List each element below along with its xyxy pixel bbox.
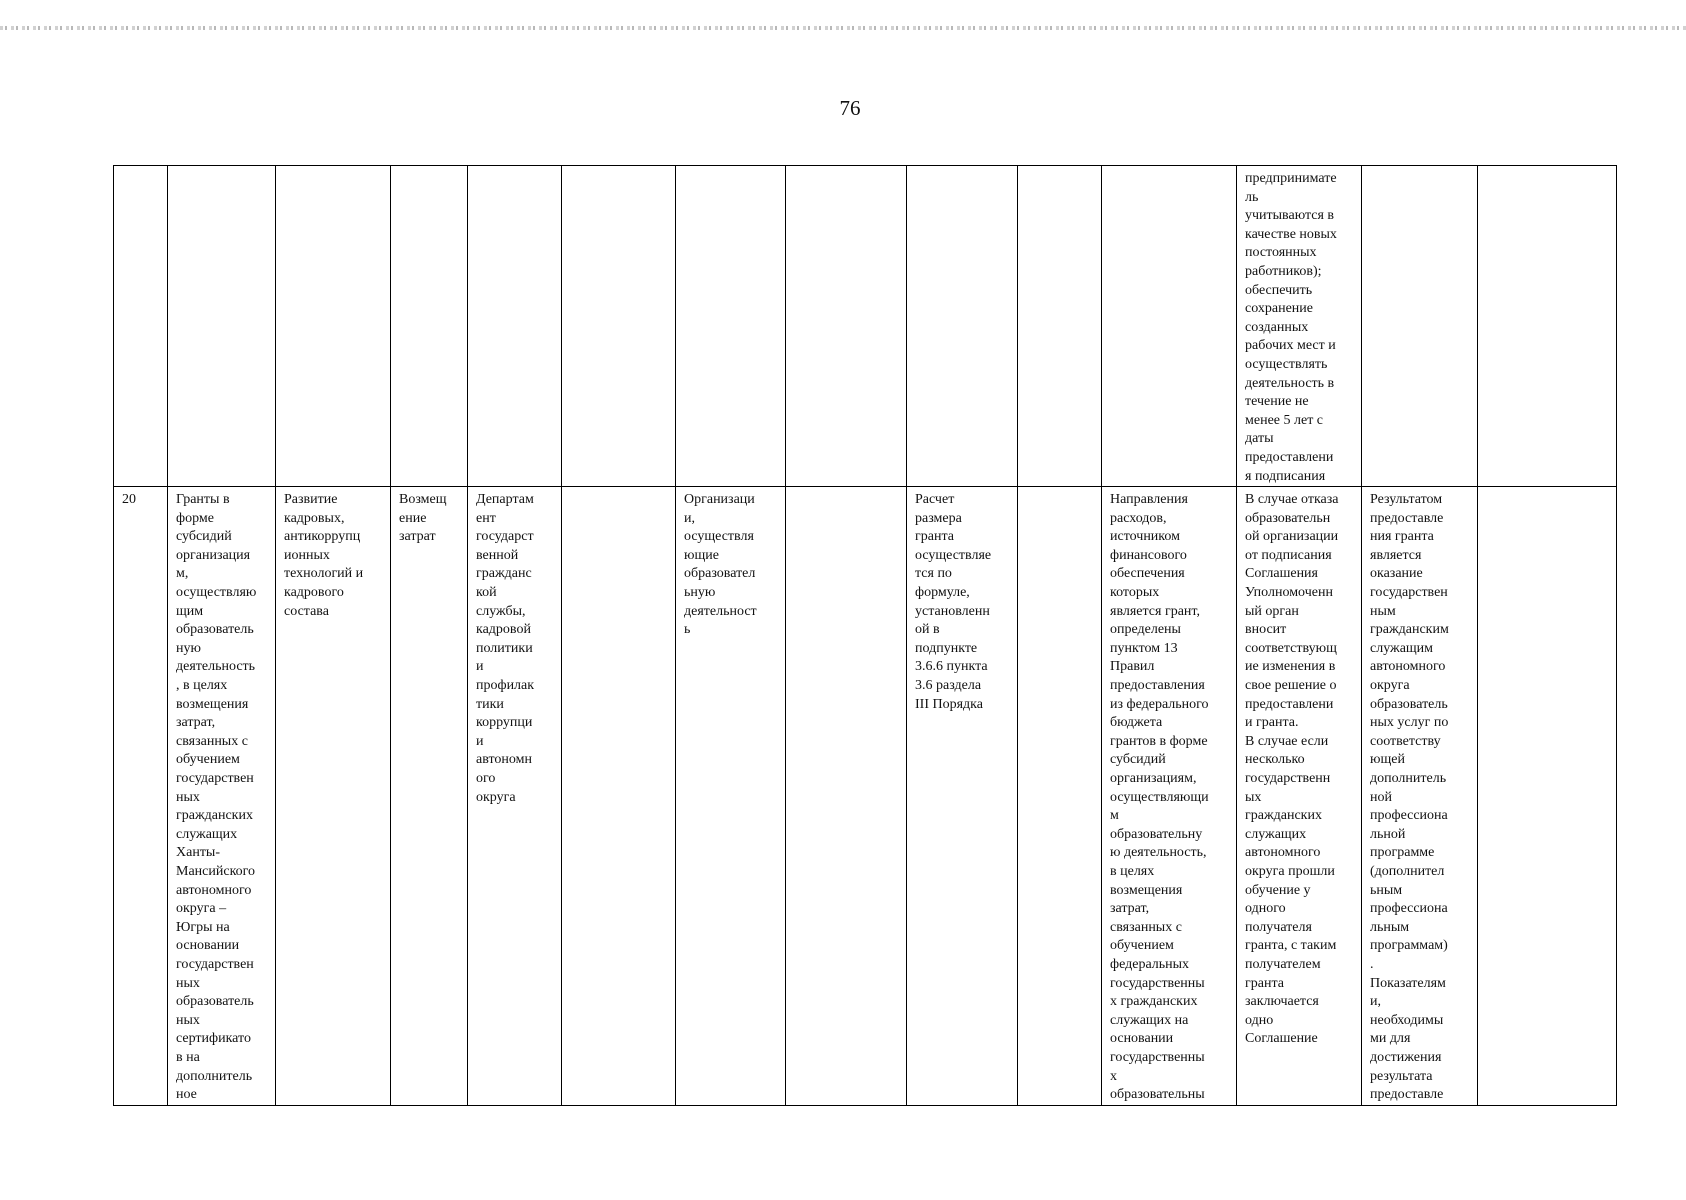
table-cell [168, 166, 276, 487]
table-cell [1018, 487, 1102, 1106]
table-cell [1362, 166, 1478, 487]
table-cell [786, 487, 907, 1106]
direction-cell: Развитие кадровых, антикоррупц ионных технологий и кадрового состава [276, 487, 391, 1106]
conditions-cell: В случае отказа образовательн ой организации от подписания Соглашения Уполномоченн ый орган вносит соответствующ ие изменения в свое решение о предоставлени и гранта. В случае если несколько государственн ых гражданских служащих автономного округа прошли обучение у одного получателя гранта, с таким получателем гранта заключается одно Соглашение [1237, 487, 1362, 1106]
grant-name-cell: Гранты в форме субсидий организация м, осуществляю щим образователь ную деятельность , в целях возмещения затрат, связанных с обучением государствен ных гражданских служащих Ханты- Мансийского автономного округа – Югры на основании государствен ных образователь ных сертификато в на дополнитель ное [168, 487, 276, 1106]
department-cell: Департам ент государст венной гражданс кой службы, кадровой политики и профилак тики коррупци и автономн ого округа [468, 487, 562, 1106]
table-cell [786, 166, 907, 487]
table-cell [907, 166, 1018, 487]
document-table [113, 165, 1617, 1106]
continuation-conditions-cell: предпринимате ль учитываются в качестве новых постоянных работников); обеспечить сохранение созданных рабочих мест и осуществлять деятельность в течение не менее 5 лет с даты предоставлени я подписания [1237, 166, 1362, 487]
table-cell [468, 166, 562, 487]
table-row [114, 487, 1617, 1106]
row-number-cell: 20 [114, 487, 168, 1106]
page-number: 76 [839, 96, 861, 120]
table-cell [1478, 166, 1617, 487]
table-row [114, 166, 1617, 487]
table-cell [676, 166, 786, 487]
table-cell [391, 166, 468, 487]
table-cell [1478, 487, 1617, 1106]
table-cell [1102, 166, 1237, 487]
table-cell [562, 487, 676, 1106]
table-cell [562, 166, 676, 487]
result-cell: Результатом предоставле ния гранта является оказание государствен ным гражданским служащим автономного округа образователь ных услуг по соответству ющей дополнитель ной профессиона льной программе (дополнител ьным профессиона льным программам) . Показателям и, необходимы ми для достижения результата предоставле [1362, 487, 1478, 1106]
table-cell [114, 166, 168, 487]
table-cell [1018, 166, 1102, 487]
goal-cell: Возмещ ение затрат [391, 487, 468, 1106]
table-cell [276, 166, 391, 487]
expenses-cell: Направления расходов, источником финансового обеспечения которых является грант, определены пунктом 13 Правил предоставления из федерального бюджета грантов в форме субсидий организациям, осуществляющи м образовательну ю деятельность, в целях возмещения затрат, связанных с обучением федеральных государственны х гражданских служащих на основании государственны х образовательны [1102, 487, 1237, 1106]
recipients-cell: Организаци и, осуществля ющие образовател ьную деятельност ь [676, 487, 786, 1106]
calculation-cell: Расчет размера гранта осуществляе тся по формуле, установленн ой в подпункте 3.6.6 пункта 3.6 раздела III Порядка [907, 487, 1018, 1106]
scan-edge-artifact [0, 26, 1686, 30]
